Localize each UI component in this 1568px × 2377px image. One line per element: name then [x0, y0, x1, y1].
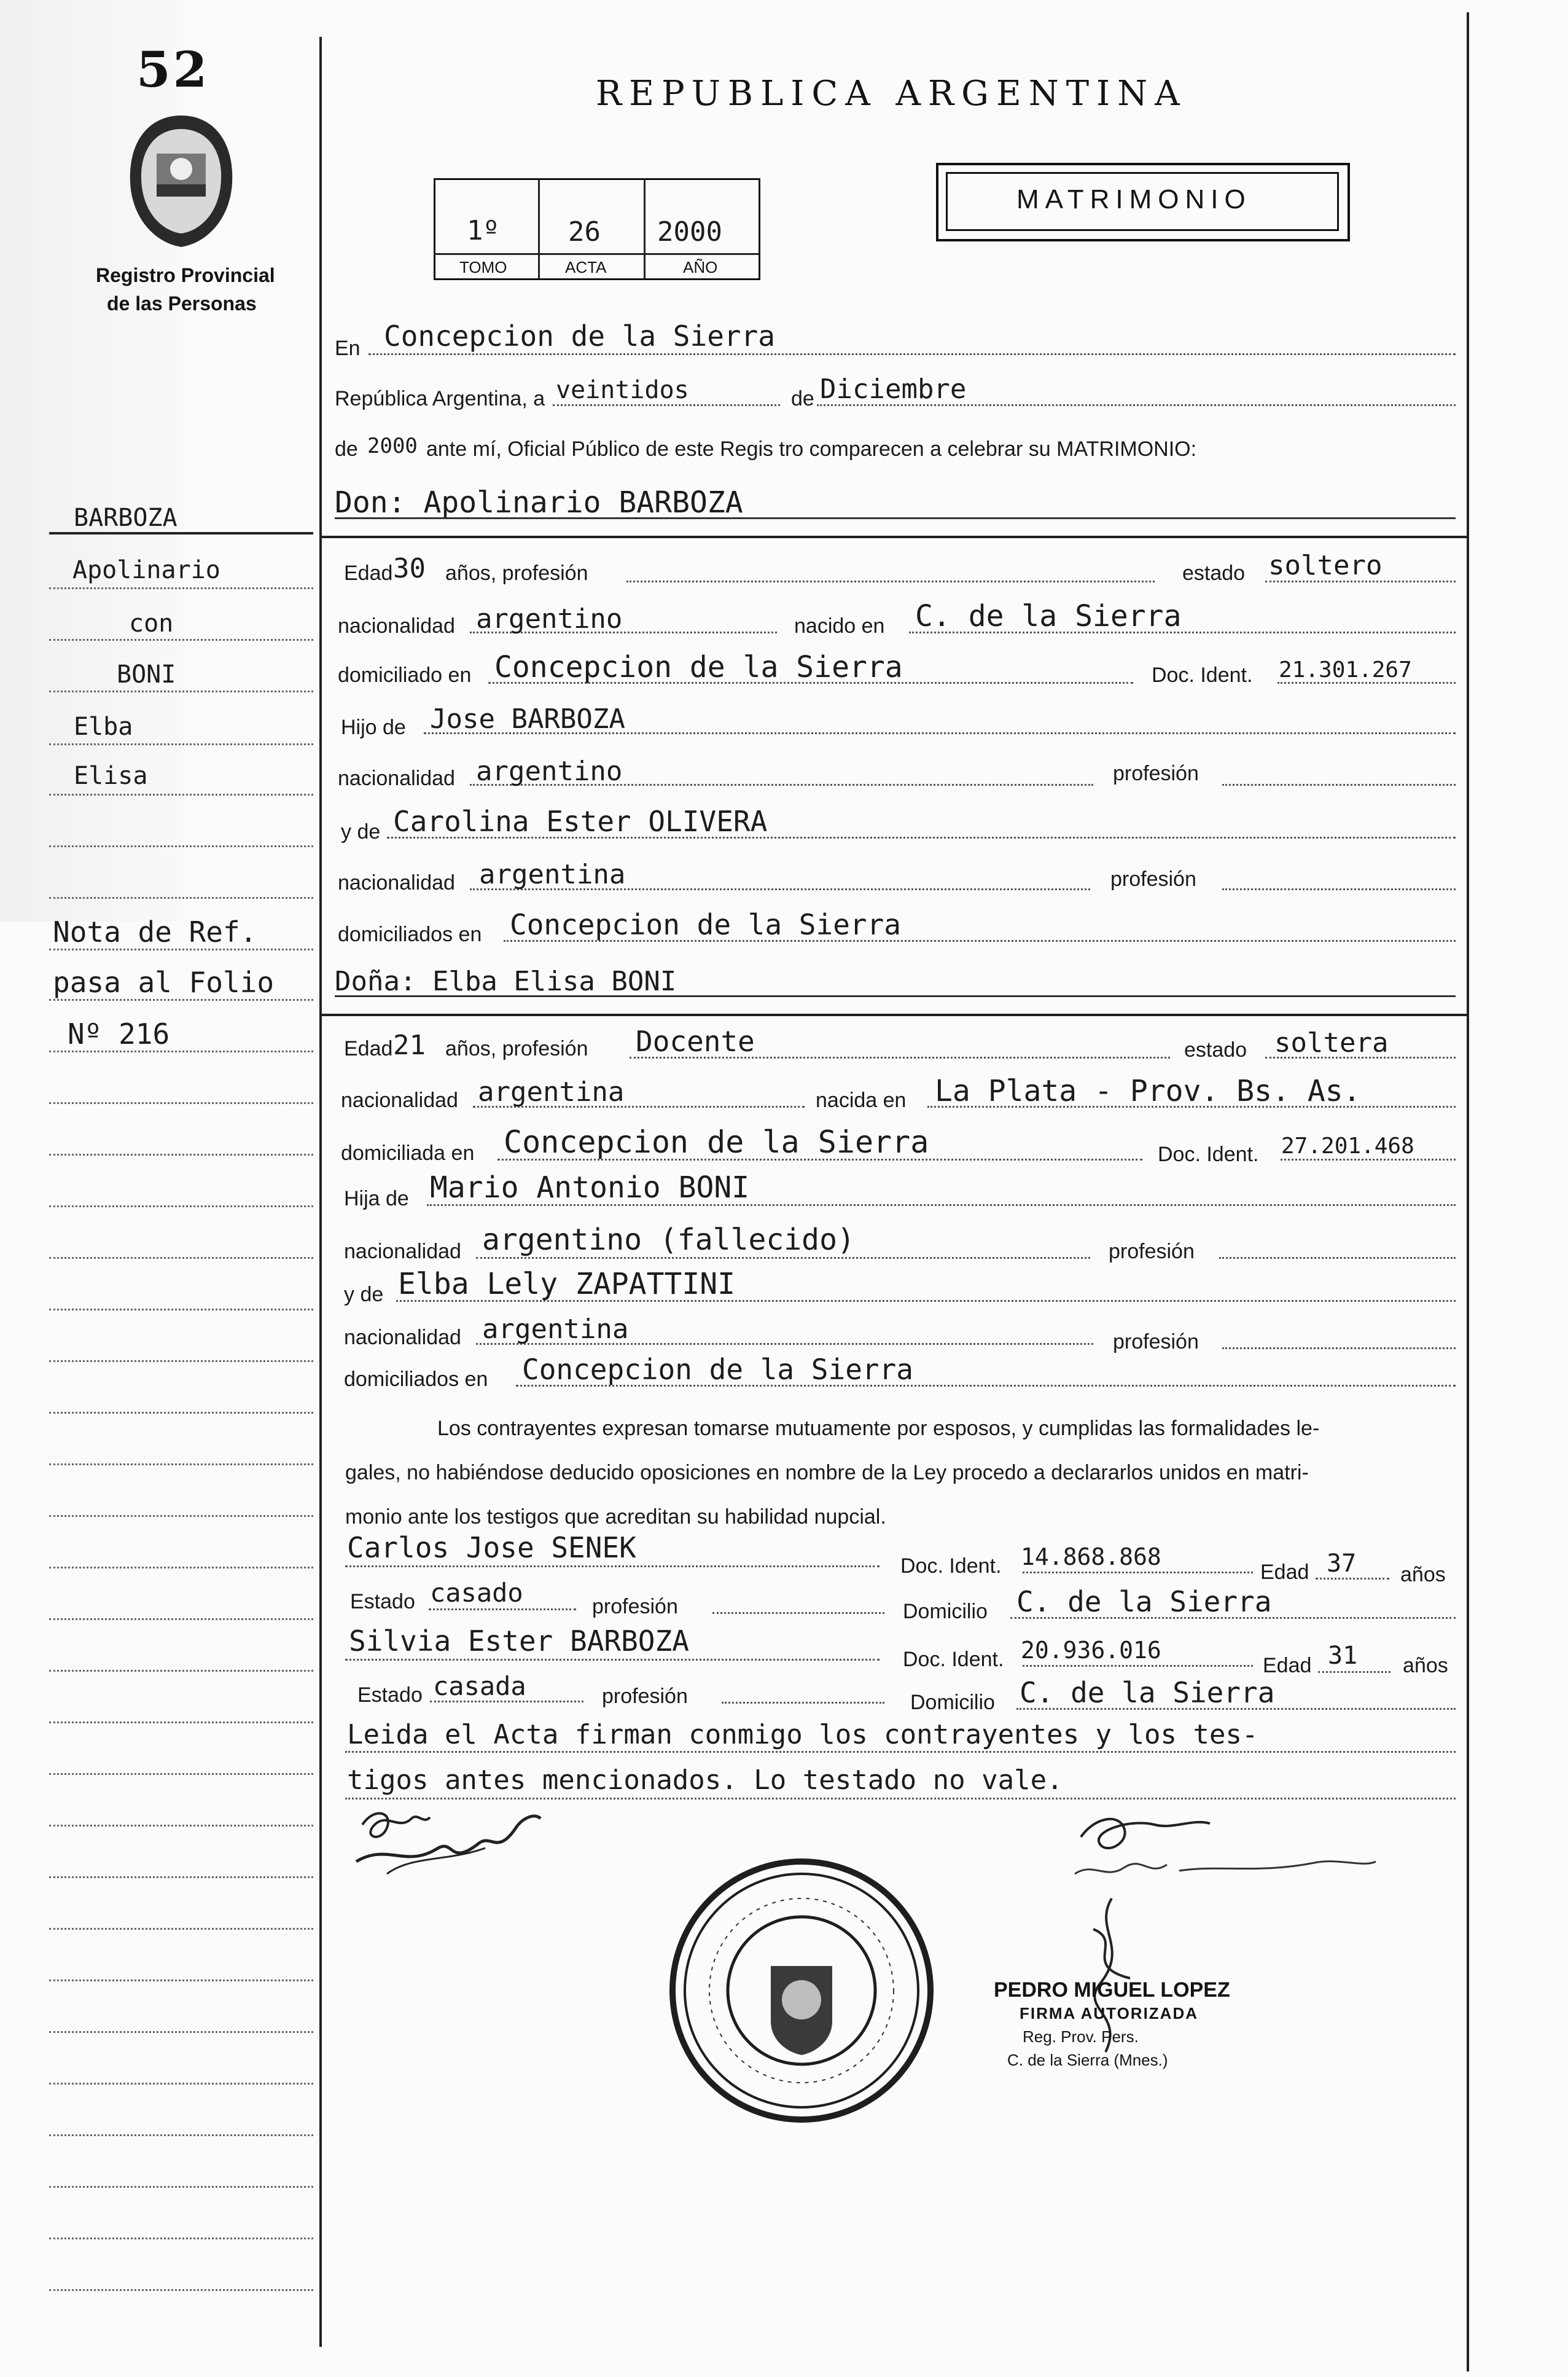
margin-rule-33 [49, 2186, 313, 2188]
margin-rule-28 [49, 1928, 313, 1930]
witness2-doc: 20.936.016 [1021, 1637, 1161, 1664]
groom-separator [322, 536, 1467, 538]
witness1-profesion-label: profesión [592, 1595, 678, 1618]
margin-rule-7 [49, 845, 313, 847]
margin-rule-35 [49, 2289, 313, 2291]
republica-label: República Argentina, a [335, 387, 545, 410]
registry-round-seal-icon [666, 1855, 937, 2126]
margin-rule-24 [49, 1721, 313, 1723]
folio-number: 52 [136, 41, 210, 98]
groom-name: Don: Apolinario BARBOZA [335, 485, 743, 520]
groom-dom-label: domiciliado en [338, 664, 472, 687]
closing-line-1-rule [345, 1751, 1456, 1753]
bride-profesion-label: años, profesión [445, 1037, 588, 1060]
witness2-profesion-label: profesión [602, 1685, 688, 1708]
groom-domicilio: Concepcion de la Sierra [494, 650, 903, 684]
margin-rule-34 [49, 2238, 313, 2239]
margin-rule-15 [49, 1257, 313, 1259]
bride-nacionalidad: argentina [478, 1076, 625, 1108]
witness1-doc-label: Doc. Ident. [900, 1554, 1002, 1578]
declaration-line-2: gales, no habiéndose deducido oposiciones en nombre de la Ley procedo a declararlos unidos en matri- [345, 1461, 1309, 1484]
bride-doc-line [1281, 1159, 1456, 1161]
margin-rule-12 [49, 1102, 313, 1104]
margin-name-bride-2: Elisa [74, 762, 148, 790]
margin-note-3: Nº 216 [68, 1017, 170, 1051]
closing-line-2-rule [345, 1798, 1456, 1799]
groom-padre-prof-line [1222, 784, 1456, 786]
closing-line-1: Leida el Acta firman conmigo los contrayentes y los tes- [347, 1719, 1258, 1750]
anio-value: 2000 [657, 216, 722, 248]
matrimonio-title: MATRIMONIO [1016, 184, 1252, 214]
groom-madre-prof-line [1222, 888, 1456, 890]
right-rule [1467, 12, 1469, 2371]
groom-profesion-line [626, 581, 1155, 582]
registry-line2: de las Personas [107, 292, 257, 315]
witness1-domicilio: C. de la Sierra [1016, 1585, 1272, 1618]
margin-surname-bride: BONI [117, 660, 176, 689]
witness2-doc-label: Doc. Ident. [903, 1648, 1004, 1671]
margin-rule-8 [49, 897, 313, 899]
country-heading: REPUBLICA ARGENTINA [596, 74, 1187, 114]
witness1-estado-line [429, 1608, 576, 1610]
margin-con: con [129, 609, 174, 638]
bride-doc: 27.201.468 [1281, 1134, 1414, 1159]
margin-rule-9 [49, 949, 313, 950]
margin-rule-14 [49, 1205, 313, 1207]
groom-padres-dom-label: domiciliados en [338, 923, 482, 946]
margin-note-1: Nota de Ref. [53, 915, 257, 949]
bride-nacida-en: La Plata - Prov. Bs. As. [935, 1074, 1361, 1108]
margin-rule-20 [49, 1515, 313, 1517]
bride-estado: soltera [1274, 1027, 1389, 1059]
margin-rule-6 [49, 794, 313, 796]
groom-padre-nac: argentino [476, 756, 623, 787]
groom-nacionalidad: argentino [476, 603, 623, 635]
groom-edad-label: Edad [344, 562, 393, 585]
acta-label: ACTA [565, 258, 607, 276]
groom-madre-nac-label: nacionalidad [338, 871, 455, 895]
bride-madre: Elba Lely ZAPATTINI [398, 1267, 736, 1301]
witness2-estado: casada [433, 1671, 526, 1701]
margin-rule-25 [49, 1773, 313, 1775]
bride-yde-label: y de [344, 1283, 384, 1306]
margin-rule-26 [49, 1825, 313, 1827]
margin-name-bride-1: Elba [74, 713, 133, 741]
margin-rule-21 [49, 1567, 313, 1568]
witness1-doc-line [1023, 1572, 1253, 1573]
tomo-value: 1º [467, 215, 499, 246]
groom-padre: Jose BARBOZA [430, 703, 625, 735]
closing-line-2: tigos antes mencionados. Lo testado no vale. [347, 1764, 1063, 1796]
acta-row-line [434, 253, 759, 255]
witness2-name: Silvia Ester BARBOZA [349, 1624, 689, 1658]
bride-madre-prof-label: profesión [1113, 1330, 1199, 1353]
witness2-profesion-line [722, 1702, 884, 1704]
margin-rule-23 [49, 1670, 313, 1672]
bride-nac-label: nacionalidad [341, 1089, 458, 1112]
witness2-anios-label: años [1403, 1654, 1448, 1677]
witness2-edad-label: Edad [1263, 1654, 1312, 1677]
provincial-shield-icon [123, 111, 240, 252]
en-label: En [335, 337, 361, 360]
declaration-line-1: Los contrayentes expresan tomarse mutuamente por esposos, y cumplidas las formalidades le- [437, 1417, 1320, 1440]
margin-rule-29 [49, 1980, 313, 1981]
contrayentes-signatures-icon [1056, 1806, 1382, 1892]
bride-padre-nac-label: nacionalidad [344, 1240, 461, 1263]
bride-padre-nac-line [476, 1257, 1090, 1259]
bride-madre-prof-line [1222, 1347, 1456, 1349]
groom-profesion-label: años, profesión [445, 562, 588, 585]
witness1-edad-label: Edad [1260, 1561, 1309, 1584]
margin-rule-3 [49, 639, 313, 641]
bride-padre-nac: argentino (fallecido) [482, 1223, 855, 1257]
acta-value: 26 [568, 216, 601, 248]
bride-padres-dom-label: domiciliados en [344, 1368, 488, 1391]
margin-rule-31 [49, 2083, 313, 2085]
bride-padres-dom: Concepcion de la Sierra [522, 1353, 913, 1386]
witness1-estado: casado [430, 1578, 523, 1608]
bride-profesion: Docente [636, 1025, 755, 1058]
place-line [369, 353, 1456, 355]
bride-padre-prof-line [1219, 1257, 1456, 1259]
year-value: 2000 [367, 434, 418, 458]
witness2-name-line [345, 1659, 880, 1661]
groom-nacido-en: C. de la Sierra [915, 599, 1182, 633]
bride-padre-prof-label: profesión [1109, 1240, 1195, 1263]
bride-domicilio: Concepcion de la Sierra [504, 1124, 929, 1160]
groom-edad: 30 [393, 553, 426, 584]
officer-name: PEDRO MIGUEL LOPEZ [994, 1978, 1230, 2002]
witness1-anios-label: años [1400, 1563, 1446, 1586]
witness1-estado-label: Estado [350, 1590, 415, 1613]
witness1-edad: 37 [1327, 1549, 1357, 1578]
groom-madre: Carolina Ester OLIVERA [393, 805, 768, 838]
officer-line3: Reg. Prov. Pers. [1023, 2027, 1139, 2046]
margin-rule-4 [49, 691, 313, 692]
margin-rule-18 [49, 1412, 313, 1414]
year-prefix: de [335, 437, 358, 461]
groom-nac-label: nacionalidad [338, 614, 455, 638]
witness2-doc-line [1023, 1665, 1253, 1667]
bride-madre-nac: argentina [482, 1314, 629, 1345]
groom-padre-nac-label: nacionalidad [338, 767, 455, 790]
margin-note-2: pasa al Folio [53, 966, 275, 999]
place-value: Concepcion de la Sierra [384, 319, 775, 353]
tomo-label: TOMO [459, 258, 507, 276]
witness1-profesion-line [712, 1612, 884, 1614]
acta-divider-2 [644, 178, 646, 279]
bride-doc-label: Doc. Ident. [1158, 1143, 1259, 1166]
margin-rule-27 [49, 1876, 313, 1878]
bride-name-line [335, 995, 1456, 997]
margin-rule-13 [49, 1154, 313, 1156]
groom-nacido-label: nacido en [794, 614, 885, 638]
groom-hijo-label: Hijo de [341, 716, 406, 739]
bride-estado-label: estado [1184, 1038, 1247, 1062]
bride-dom-label: domiciliada en [341, 1142, 475, 1165]
groom-yde-label: y de [341, 820, 381, 844]
groom-estado: soltero [1268, 550, 1383, 581]
acta-divider-1 [538, 178, 540, 279]
margin-rule-2 [49, 587, 313, 589]
de-label: de [791, 387, 814, 410]
margin-rule-17 [49, 1360, 313, 1362]
margin-rule-1 [49, 532, 313, 535]
groom-padre-prof-label: profesión [1113, 762, 1199, 785]
witness1-edad-line [1316, 1578, 1389, 1580]
officer-line2: FIRMA AUTORIZADA [1020, 2004, 1199, 2023]
margin-name-groom: Apolinario [72, 556, 220, 584]
day-line [553, 404, 780, 406]
witness1-name: Carlos Jose SENEK [347, 1531, 636, 1564]
bride-name: Doña: Elba Elisa BONI [335, 966, 677, 997]
witness2-estado-line [430, 1701, 583, 1702]
groom-padres-dom: Concepcion de la Sierra [510, 908, 901, 941]
groom-estado-label: estado [1182, 562, 1246, 585]
margin-rule-11 [49, 1051, 313, 1052]
groom-name-line [335, 517, 1456, 519]
witness2-edad-line [1318, 1671, 1391, 1673]
margin-rule-32 [49, 2134, 313, 2136]
groom-madre-prof-label: profesión [1110, 867, 1196, 891]
margin-rule [319, 37, 322, 2347]
witness2-estado-label: Estado [357, 1683, 423, 1707]
declaration-line-3: monio ante los testigos que acreditan su habilidad nupcial. [345, 1505, 886, 1529]
bride-nacida-label: nacida en [816, 1089, 907, 1112]
witness1-name-line [345, 1565, 880, 1567]
bride-padre: Mario Antonio BONI [430, 1170, 750, 1205]
day-value: veintidos [556, 376, 689, 404]
anio-label: AÑO [683, 258, 718, 276]
groom-madre-nac: argentina [479, 859, 626, 890]
bride-edad: 21 [393, 1030, 426, 1061]
margin-surname-groom: BARBOZA [74, 504, 177, 532]
witness1-dom-label: Domicilio [903, 1600, 988, 1623]
witness-signatures-icon [350, 1800, 547, 1880]
bride-separator [322, 1014, 1467, 1016]
witness2-edad: 31 [1328, 1642, 1358, 1670]
bride-madre-nac-label: nacionalidad [344, 1326, 461, 1349]
margin-rule-16 [49, 1309, 313, 1310]
registry-line1: Registro Provincial [96, 264, 275, 286]
groom-doc-label: Doc. Ident. [1152, 664, 1253, 687]
margin-rule-5 [49, 743, 313, 745]
witness1-doc: 14.868.868 [1021, 1543, 1161, 1570]
intro-statement: ante mí, Oficial Público de este Regis tro comparecen a celebrar su MATRIMONIO: [426, 437, 1197, 461]
bride-edad-label: Edad [344, 1037, 393, 1060]
officer-line4: C. de la Sierra (Mnes.) [1007, 2051, 1168, 2069]
witness2-dom-label: Domicilio [910, 1691, 995, 1714]
month-value: Diciembre [820, 374, 967, 405]
margin-rule-22 [49, 1618, 313, 1620]
margin-rule-30 [49, 2031, 313, 2033]
groom-doc: 21.301.267 [1279, 657, 1412, 683]
margin-rule-19 [49, 1463, 313, 1465]
bride-hija-label: Hija de [344, 1187, 409, 1210]
margin-rule-10 [49, 999, 313, 1001]
witness2-domicilio: C. de la Sierra [1020, 1676, 1275, 1709]
